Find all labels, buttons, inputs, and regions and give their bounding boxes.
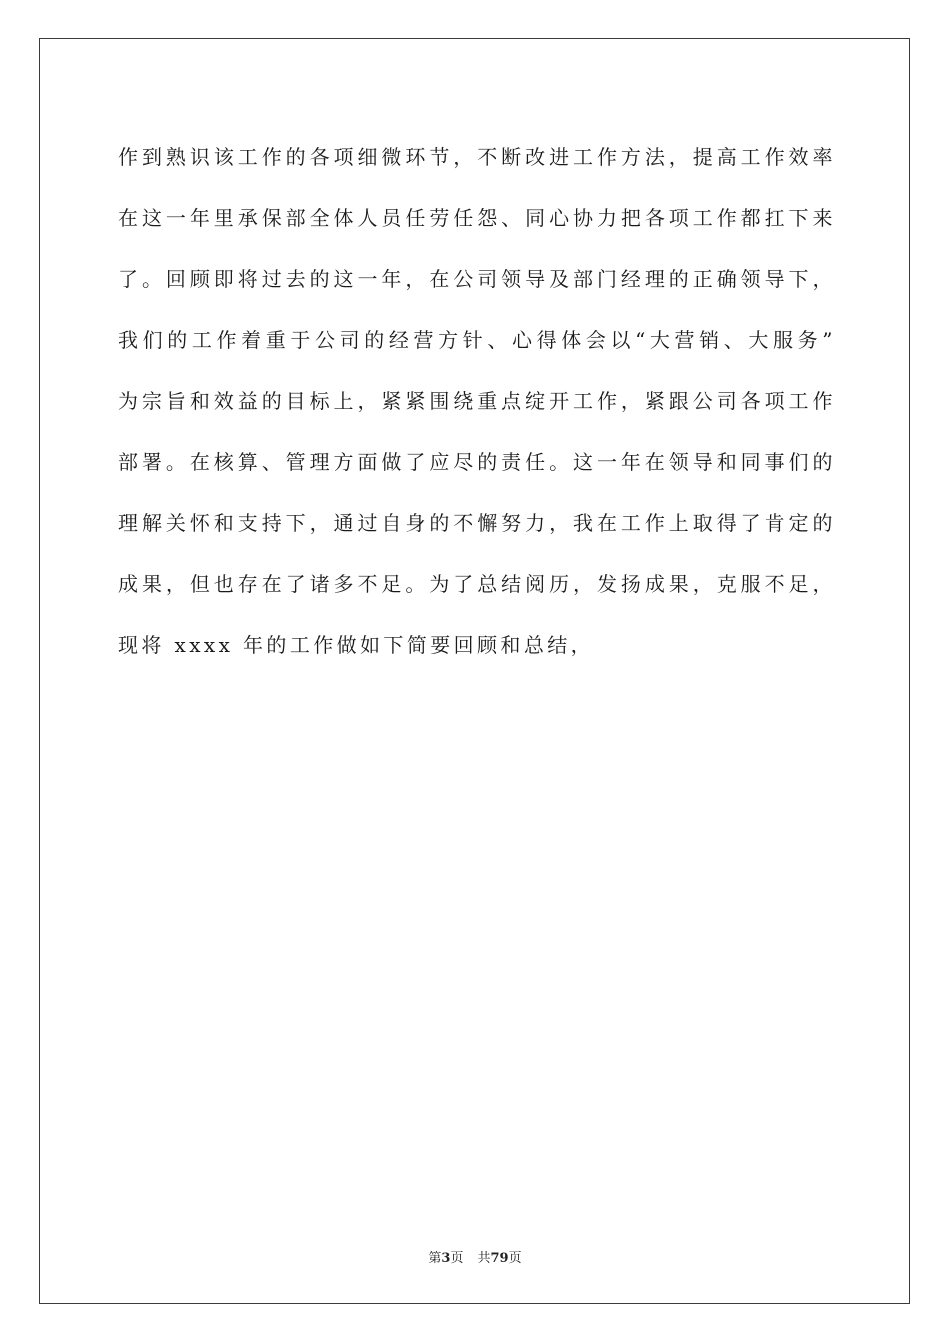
page-number: 3 xyxy=(441,1251,451,1266)
text-line-5: 为宗旨和效益的目标上，紧紧围绕重点绽开工作，紧跟公司各项工作 xyxy=(118,389,833,413)
page-prefix: 第 xyxy=(428,1251,442,1266)
text-line-2: 在这一年里承保部全体人员任劳任怨、同心协力把各项工作都扛下来 xyxy=(118,206,833,230)
text-line-7: 理解关怀和支持下，通过自身的不懈努力，我在工作上取得了肯定的 xyxy=(118,511,833,535)
text-line-6: 部署。在核算、管理方面做了应尽的责任。这一年在领导和同事们的 xyxy=(118,450,833,474)
page-suffix: 页 xyxy=(450,1251,464,1266)
text-line-1: 作到熟识该工作的各项细微环节，不断改进工作方法，提高工作效率 xyxy=(118,145,833,169)
total-pages: 79 xyxy=(490,1251,509,1266)
text-line-8: 成果，但也存在了诸多不足。为了总结阅历，发扬成果，克服不足， xyxy=(118,572,833,596)
body-text xyxy=(118,127,833,676)
text-line-9: 现将 xxxx 年的工作做如下简要回顾和总结， xyxy=(118,633,595,657)
text-line-4: 我们的工作着重于公司的经营方针、心得体会以“大营销、大服务” xyxy=(118,328,833,352)
total-suffix: 页 xyxy=(508,1251,522,1266)
text-line-3: 了。回顾即将过去的这一年，在公司领导及部门经理的正确领导下， xyxy=(118,267,833,291)
total-prefix: 共 xyxy=(477,1251,491,1266)
page-footer xyxy=(0,1247,950,1266)
